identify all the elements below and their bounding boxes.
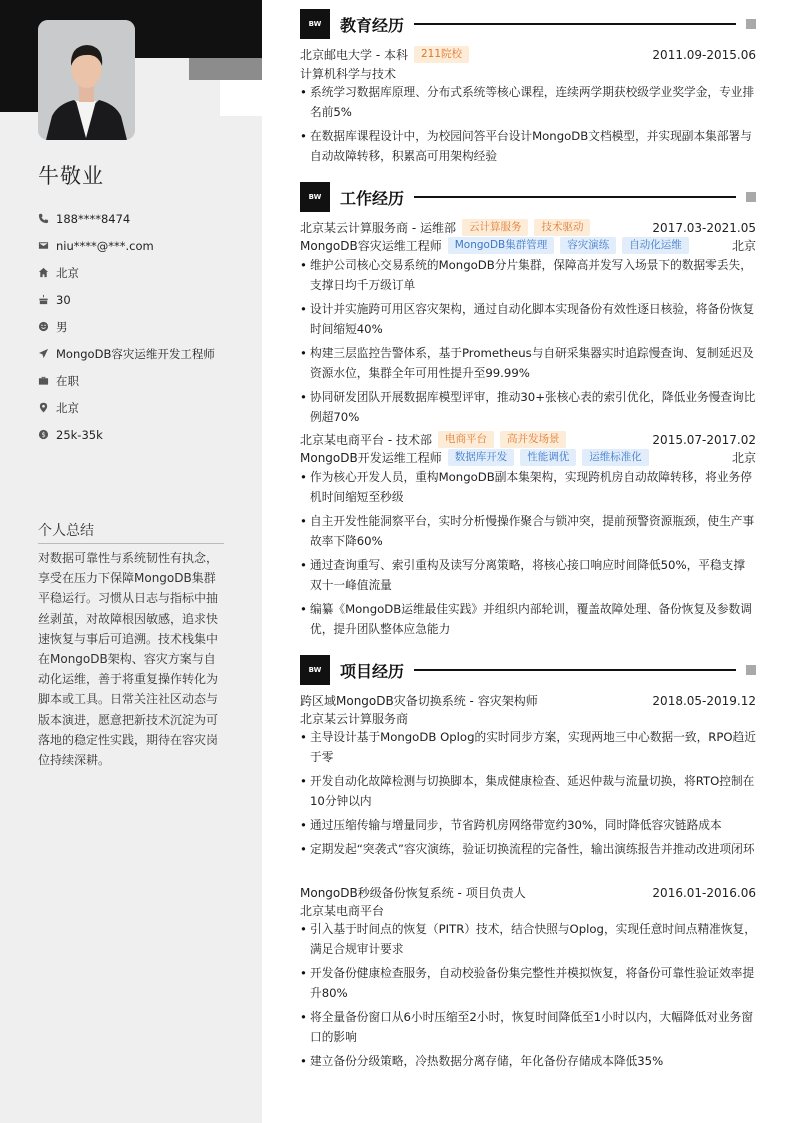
list-item: • 通过查询重写、索引重构及读写分离策略，将核心接口响应时间降低50%，平稳支撑双十一峰值流量	[300, 555, 756, 595]
section-divider-line	[414, 196, 736, 198]
section-badge: BW	[300, 182, 330, 212]
project-section-header	[300, 655, 756, 685]
section-divider-line	[414, 23, 736, 25]
sidebar-white-accent	[220, 80, 262, 116]
company-tag: 电商平台	[438, 431, 494, 448]
project-name: 跨区域MongoDB灾备切换系统 - 容灾架构师	[300, 694, 538, 708]
school-name: 北京邮电大学 - 本科	[300, 48, 408, 62]
project-org: 北京某电商平台	[300, 904, 385, 918]
section-divider-line	[414, 669, 736, 671]
job-1-bullets	[300, 255, 756, 431]
skill-tag: 自动化运维	[622, 237, 689, 254]
employment-status: 在职	[56, 373, 79, 388]
project-date: 2018.05-2019.12	[652, 693, 756, 708]
skill-tag: 数据库开发	[448, 449, 515, 466]
info-age	[38, 286, 215, 313]
list-item: • 作为核心开发人员，重构MongoDB副本集架构，实现跨机房自动故障转移，将业务停机时间缩短至秒级	[300, 467, 756, 507]
list-item: • 构建三层监控告警体系，基于Prometheus与自研采集器实时追踪慢查询、复制延迟及资源水位，集群全年可用性提升至99.99%	[300, 343, 756, 383]
info-home	[38, 259, 215, 286]
list-item: • 系统学习数据库原理、分布式系统等核心课程，连续两学期获校级学业奖学金，专业排名前5%	[300, 82, 756, 122]
job-date: 2017.03-2021.05	[652, 220, 756, 235]
phone-number: 188****8474	[56, 211, 131, 226]
contact-info-list	[38, 205, 215, 448]
list-item: • 协同研发团队开展数据库模型评审，推动30+张核心表的索引优化，降低业务慢查询比例超70%	[300, 387, 756, 427]
job-city: 北京	[731, 451, 756, 465]
job-1-position-row	[300, 237, 756, 254]
list-item: • 建立备份分级策略，冷热数据分离存储，年化备份存储成本降低35%	[300, 1051, 756, 1071]
job-position: MongoDB开发运维工程师	[300, 451, 442, 465]
education-major: 计算机科学与技术	[300, 67, 397, 81]
work-title: 工作经历	[340, 188, 405, 208]
email-icon	[38, 240, 49, 251]
project-name: MongoDB秒级备份恢复系统 - 项目负责人	[300, 886, 526, 900]
job-2-company-row	[300, 431, 756, 448]
section-badge: BW	[300, 655, 330, 685]
home-icon	[38, 267, 49, 278]
job-company: 北京某电商平台 - 技术部	[300, 433, 432, 447]
list-item: • 在数据库课程设计中，为校园问答平台设计MongoDB文档模型，并实现副本集部署与自动故障转移，积累高可用架构经验	[300, 126, 756, 166]
email-address: niu****@***.com	[56, 238, 154, 253]
smiley-icon	[38, 321, 49, 332]
location-pin-icon	[38, 402, 49, 413]
candidate-name: 牛敬业	[38, 164, 104, 188]
list-item: • 通过压缩传输与增量同步，节省跨机房网络带宽约30%，同时降低容灾链路成本	[300, 815, 756, 835]
sidebar-gray-accent	[189, 58, 262, 80]
job-city: 北京	[731, 239, 756, 253]
list-item: • 自主开发性能洞察平台，实时分析慢操作聚合与锁冲突，提前预警资源瓶颈，使生产事故率下降60%	[300, 511, 756, 551]
phone-icon	[38, 213, 49, 224]
job-company: 北京某云计算服务商 - 运维部	[300, 221, 456, 235]
education-bullets	[300, 82, 756, 170]
age-value: 30	[56, 292, 71, 307]
project-1-row	[300, 692, 756, 709]
gender-value: 男	[56, 319, 68, 334]
skill-tag: 性能调优	[520, 449, 576, 466]
expected-city: 北京	[56, 400, 79, 415]
section-badge: BW	[300, 9, 330, 39]
list-item: • 定期发起“突袭式”容灾演练，验证切换流程的完备性，输出演练报告并推动改进项闭环	[300, 839, 756, 859]
list-item: • 维护公司核心交易系统的MongoDB分片集群，保障高并发写入场景下的数据零丢失，支撑日均千万级订单	[300, 255, 756, 295]
info-phone	[38, 205, 215, 232]
svg-text:$: $	[41, 430, 46, 439]
home-city: 北京	[56, 265, 79, 280]
sidebar	[0, 0, 262, 1123]
info-location	[38, 394, 215, 421]
project-1-bullets	[300, 727, 756, 863]
job-position: MongoDB容灾运维工程师	[300, 239, 442, 253]
sidebar-dark-block	[0, 58, 38, 112]
cake-icon	[38, 294, 49, 305]
work-section-header	[300, 182, 756, 212]
school-tag: 211院校	[414, 46, 469, 63]
info-target-position	[38, 340, 215, 367]
list-item: • 编纂《MongoDB运维最佳实践》并组织内部轮训，覆盖故障处理、备份恢复及参数调优，提升团队整体应急能力	[300, 599, 756, 639]
list-item: • 将全量备份窗口从6小时压缩至2小时，恢复时间降低至1小时以内，大幅降低对业务窗口的影响	[300, 1007, 756, 1047]
section-square-marker	[746, 665, 756, 675]
briefcase-icon	[38, 375, 49, 386]
send-icon	[38, 348, 49, 359]
job-2-position-row	[300, 449, 756, 466]
job-2-bullets	[300, 467, 756, 643]
info-email	[38, 232, 215, 259]
profile-photo	[38, 20, 135, 140]
project-1-org-row	[300, 710, 756, 727]
education-title: 教育经历	[340, 15, 405, 35]
company-tag: 技术驱动	[534, 219, 590, 236]
section-square-marker	[746, 192, 756, 202]
skill-tag: MongoDB集群管理	[448, 237, 555, 254]
education-date: 2011.09-2015.06	[652, 47, 756, 62]
info-gender	[38, 313, 215, 340]
education-major-row	[300, 65, 756, 82]
list-item: • 开发自动化故障检测与切换脚本，集成健康检查、延迟仲裁与流量切换，将RTO控制在10分钟以内	[300, 771, 756, 811]
info-status	[38, 367, 215, 394]
list-item: • 引入基于时间点的恢复（PITR）技术，结合快照与Oplog，实现任意时间点精准恢复，满足合规审计要求	[300, 919, 756, 959]
company-tag: 高并发场景	[500, 431, 567, 448]
project-2-row	[300, 884, 756, 901]
project-title: 项目经历	[340, 661, 405, 681]
summary-title: 个人总结	[38, 520, 224, 544]
project-org: 北京某云计算服务商	[300, 712, 409, 726]
education-school-row	[300, 46, 756, 63]
dollar-icon	[38, 429, 49, 440]
education-section-header	[300, 9, 756, 39]
project-date: 2016.01-2016.06	[652, 885, 756, 900]
project-2-bullets	[300, 919, 756, 1075]
section-square-marker	[746, 19, 756, 29]
expected-salary: 25k-35k	[56, 427, 103, 442]
job-date: 2015.07-2017.02	[652, 432, 756, 447]
company-tag: 云计算服务	[462, 219, 529, 236]
list-item: • 开发备份健康检查服务，自动校验备份集完整性并模拟恢复，将备份可靠性验证效率提升80%	[300, 963, 756, 1003]
project-2-org-row	[300, 902, 756, 919]
info-salary	[38, 421, 215, 448]
skill-tag: 运维标准化	[582, 449, 649, 466]
summary-text: 对数据可靠性与系统韧性有执念，享受在压力下保障MongoDB集群平稳运行。习惯从日志与指标中抽丝剥茧，对故障根因敏感，追求快速恢复与事后可追溯。技术栈集中在MongoDB架构、容灾方案与自动化运维，善于将重复操作转化为脚本或工具。日常关注社区动态与版本演进，愿意把新技术沉淀为可落地的稳定性实践，期待在容灾岗位持续深耕。	[38, 551, 219, 768]
skill-tag: 容灾演练	[560, 237, 616, 254]
target-position: MongoDB容灾运维开发工程师	[56, 346, 215, 361]
list-item: • 设计并实施跨可用区容灾架构，通过自动化脚本实现备份有效性逐日核验，将备份恢复时间缩短40%	[300, 299, 756, 339]
list-item: • 主导设计基于MongoDB Oplog的实时同步方案，实现两地三中心数据一致，RPO趋近于零	[300, 727, 756, 767]
job-1-company-row	[300, 219, 756, 236]
